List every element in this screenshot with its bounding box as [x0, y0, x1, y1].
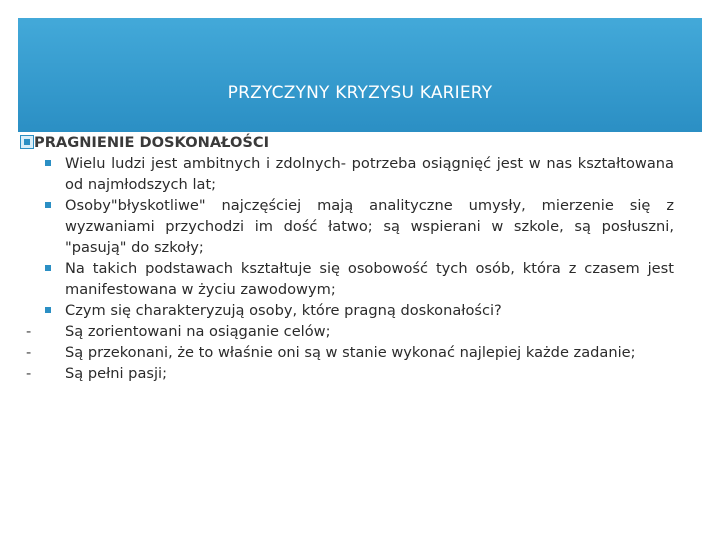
bullet-text: Na takich podstawach kształtuje się osobowość tych osób, która z czasem jest manifestowana w życiu zawodowym; — [65, 260, 674, 298]
dash-item — [20, 321, 674, 342]
dash-marker: - — [26, 323, 32, 340]
slide-content — [20, 132, 674, 384]
bullet-text: Osoby"błyskotliwe" najczęściej mają analityczne umysły, mierzenie się z wyzwaniami przychodzi im dość łatwo; są wspierani w szkole, są posłuszni, "pasują" do szkoły; — [65, 197, 674, 256]
dash-text: Są przekonani, że to właśnie oni są w stanie wykonać najlepiej każde zadanie; — [65, 344, 636, 361]
checkbox-square-icon — [20, 135, 34, 149]
dash-item — [20, 363, 674, 384]
dash-text: Są zorientowani na osiąganie celów; — [65, 323, 331, 340]
bullet-text: Wielu ludzi jest ambitnych i zdolnych- potrzeba osiągnięć jest w nas kształtowana od najmłodszych lat; — [65, 155, 674, 193]
dash-text: Są pełni pasji; — [65, 365, 168, 382]
section-heading-text: PRAGNIENIE DOSKONAŁOŚCI — [34, 134, 270, 151]
bullet-item — [20, 300, 674, 321]
dash-marker: - — [26, 365, 32, 382]
bullet-item — [20, 258, 674, 300]
slide-title: PRZYCZYNY KRYZYSU KARIERY — [227, 83, 493, 103]
bullet-text: Czym się charakteryzują osoby, które pragną doskonałości? — [65, 302, 502, 319]
bullet-item — [20, 195, 674, 258]
dash-marker: - — [26, 344, 32, 361]
title-band — [18, 18, 702, 132]
bullet-item — [20, 153, 674, 195]
dash-item — [20, 342, 674, 363]
section-heading — [20, 132, 674, 153]
